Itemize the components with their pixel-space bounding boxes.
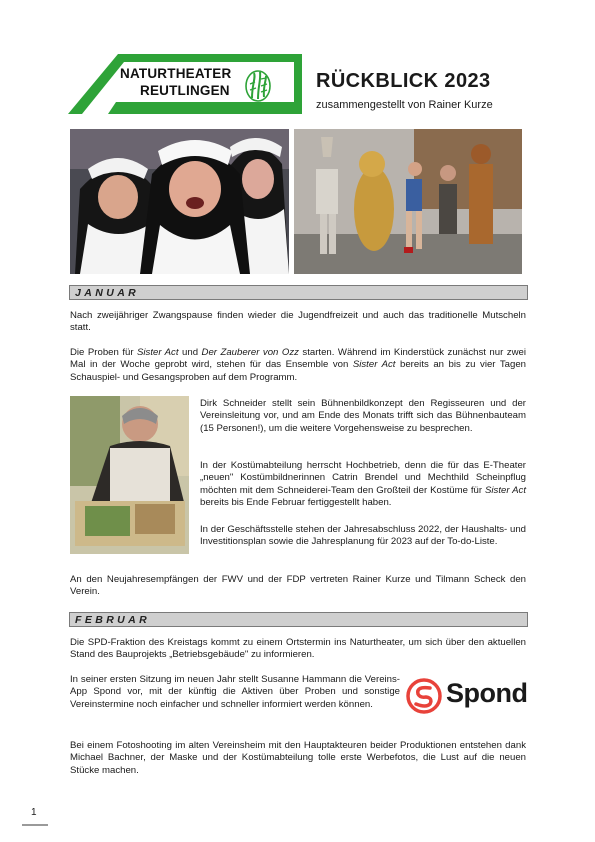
januar-paragraph-3: Dirk Schneider stellt sein Bühnenbildkonzept den Regisseuren und der Vereinsleitung vor, und am Ende des Monats trifft sich das Bühnenbauteam (15 Personen!), um die weitere Vorgehensweise zu besprechen. bbox=[200, 398, 526, 434]
section-heading: FEBRUAR bbox=[75, 614, 151, 626]
februar-paragraph-3: Bei einem Fotoshooting im alten Vereinsheim mit den Hauptakteuren beider Produktionen entstehen dank Michael Bachner, der Maske und der Kostümabteilung tolle erste Werbefotos, die Lust auf die neuen Stücke machen. bbox=[70, 740, 526, 776]
page-number-text: 1 bbox=[31, 807, 37, 818]
section-header-januar bbox=[69, 285, 528, 300]
photo-nuns bbox=[70, 129, 289, 274]
spond-wordmark: Spond bbox=[446, 678, 528, 708]
photo-zauberer-von-ozz bbox=[294, 129, 522, 274]
section-header-februar bbox=[69, 612, 528, 627]
naturtheater-logo bbox=[68, 52, 302, 116]
januar-paragraph-5: In der Geschäftsstelle stehen der Jahresabschluss 2022, der Haushalts- und Investitionsplan sowie die Jahresplanung für 2023 auf der To-do-Liste. bbox=[200, 524, 526, 548]
photo-bühnenbild-modell bbox=[70, 396, 189, 554]
januar-paragraph-6: An den Neujahresempfängen der FWV und der FDP vertreten Rainer Kurze und Tilmann Scheck den Verein. bbox=[70, 574, 526, 598]
januar-paragraph-2: Die Proben für Sister Act und Der Zauberer von Ozz starten. Während im Kinderstück zunächst nur zwei Mal in der Woche geprobt wird, stehen für das Ensemble von Sister Act bereits an bis zu vier Tagen Schauspiel- und Gesangsproben auf dem Programm. bbox=[70, 347, 526, 383]
januar-paragraph-1: Nach zweijähriger Zwangspause finden wieder die Jugendfreizeit und auch das traditionelle Mutscheln statt. bbox=[70, 310, 526, 334]
page-subtitle: zusammengestellt von Rainer Kurze bbox=[316, 99, 493, 111]
page-number bbox=[22, 804, 48, 826]
page-title: RÜCKBLICK 2023 bbox=[316, 70, 491, 92]
section-heading: JANUAR bbox=[75, 287, 140, 299]
februar-paragraph-2: In seiner ersten Sitzung im neuen Jahr stellt Susanne Hammann die Vereins-App Spond vor, mit der künftig die Aktiven über Proben und sonstige Vereinstermine noch einfacher und schneller informiert werden können. bbox=[70, 674, 400, 710]
februar-paragraph-1: Die SPD-Fraktion des Kreistags kommt zu einem Ortstermin ins Naturtheater, um sich über den aktuellen Stand des Bauprojekts „Betriebsgebäude" zu informieren. bbox=[70, 637, 526, 661]
logo-text-line1: NATURTHEATER bbox=[120, 66, 232, 81]
spond-icon bbox=[406, 678, 442, 714]
logo-text-line2: REUTLINGEN bbox=[140, 83, 230, 98]
januar-paragraph-4: In der Kostümabteilung herrscht Hochbetrieb, denn die für das E-Theater „neuen" Kostümbildnerinnen Catrin Brendel und Mechthild Scheinpflug möchten mit dem Schneiderei-Team den Großteil der Kostüme für Sister Act bereits bis Ende Februar fertiggestellt haben. bbox=[200, 460, 526, 508]
spond-logo bbox=[406, 676, 530, 716]
